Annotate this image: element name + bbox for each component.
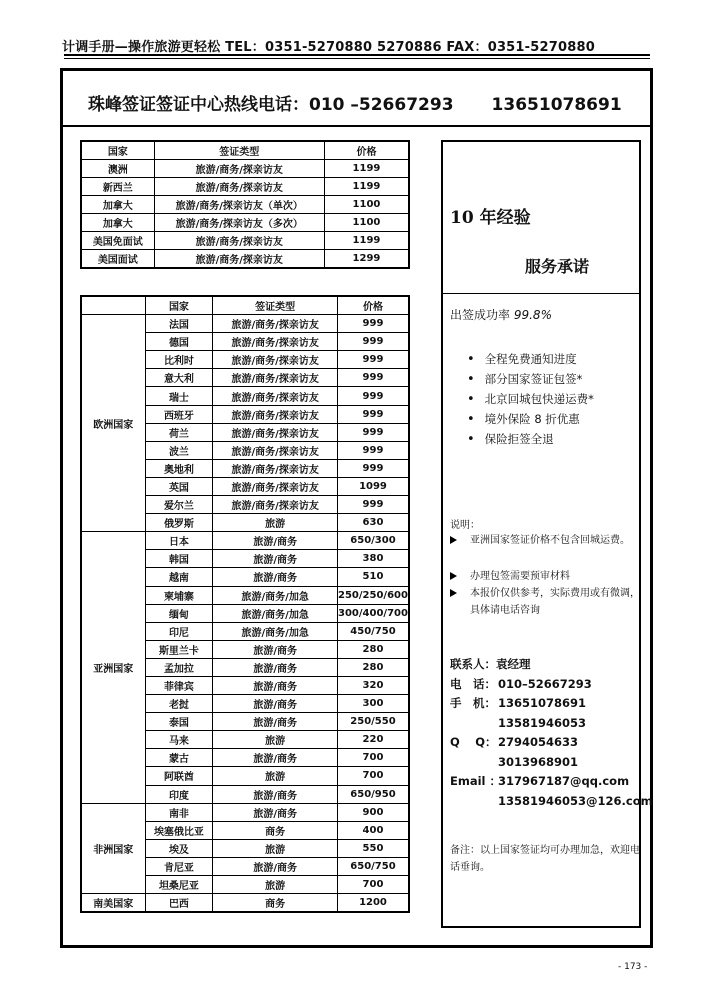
cell-price: 1199 <box>324 178 409 196</box>
cell-price: 700 <box>337 876 409 894</box>
cell-visa-type: 旅游/商务 <box>213 857 338 875</box>
cell-price: 650/750 <box>337 857 409 875</box>
cell-visa-type: 旅游/商务/探亲访友 <box>154 250 324 269</box>
cell-visa-type: 旅游/商务/加急 <box>213 604 338 622</box>
tel-value[interactable]: 010–52667293 <box>498 676 592 691</box>
cell-price: 1099 <box>337 477 409 495</box>
cell-visa-type: 旅游/商务/探亲访友 <box>154 160 324 178</box>
cell-country: 加拿大 <box>81 196 154 214</box>
region-cell: 非洲国家 <box>81 803 145 893</box>
cell-price: 999 <box>337 496 409 514</box>
col-price: 价格 <box>324 141 409 160</box>
cell-visa-type: 旅游/商务/探亲访友 <box>213 351 338 369</box>
cell-price: 999 <box>337 351 409 369</box>
cell-visa-type: 旅游/商务/探亲访友 <box>213 405 338 423</box>
cell-price: 250/550 <box>337 713 409 731</box>
mobile-value[interactable]: 13651078691 <box>498 696 587 710</box>
cell-price: 999 <box>337 423 409 441</box>
contact-block <box>450 655 653 811</box>
note-item <box>450 568 640 585</box>
cell-country: 蒙古 <box>145 749 213 767</box>
table-row <box>81 315 409 333</box>
cell-visa-type: 旅游/商务 <box>213 640 338 658</box>
cell-country: 新西兰 <box>81 178 154 196</box>
contact-person-label: 联系人： <box>450 657 496 671</box>
cell-country: 越南 <box>145 568 213 586</box>
cell-price: 380 <box>337 550 409 568</box>
cell-price: 220 <box>337 731 409 749</box>
cell-country: 法国 <box>145 315 213 333</box>
cell-price: 650/950 <box>337 785 409 803</box>
cell-country: 美国免面试 <box>81 232 154 250</box>
table-header-row <box>81 296 409 315</box>
table-row <box>81 803 409 821</box>
cell-country: 菲律宾 <box>145 676 213 694</box>
cell-price: 1200 <box>337 894 409 913</box>
cell-visa-type: 旅游/商务 <box>213 803 338 821</box>
region-cell: 亚洲国家 <box>81 532 145 803</box>
cell-country: 缅甸 <box>145 604 213 622</box>
promise-heading: 服务承诺 <box>525 257 590 276</box>
contact-qq <box>450 733 653 753</box>
header-rule-thin <box>64 58 650 59</box>
col-visa-type: 签证类型 <box>154 141 324 160</box>
service-item: • 全程免费通知进度 <box>467 349 594 369</box>
cell-visa-type: 旅游/商务/探亲访友 <box>213 477 338 495</box>
cell-visa-type: 旅游/商务 <box>213 785 338 803</box>
cell-visa-type: 旅游/商务/加急 <box>213 586 338 604</box>
cell-visa-type: 旅游/商务/探亲访友 <box>213 496 338 514</box>
cell-visa-type: 旅游/商务/探亲访友 <box>213 459 338 477</box>
notes-list <box>450 532 640 621</box>
cell-visa-type: 旅游/商务 <box>213 658 338 676</box>
cell-price: 999 <box>337 387 409 405</box>
visa-table-major <box>80 140 410 269</box>
cell-price: 1100 <box>324 196 409 214</box>
cell-country: 奥地利 <box>145 459 213 477</box>
table-row <box>81 232 409 250</box>
cell-country: 印尼 <box>145 622 213 640</box>
cell-country: 斯里兰卡 <box>145 640 213 658</box>
cell-price: 280 <box>337 640 409 658</box>
notes-title: 说明： <box>450 520 480 531</box>
cell-country: 肯尼亚 <box>145 857 213 875</box>
visa-table-body <box>81 296 409 912</box>
page-number: - 173 - <box>618 962 648 972</box>
cell-visa-type: 旅游/商务/加急 <box>213 622 338 640</box>
cell-price: 999 <box>337 405 409 423</box>
cell-visa-type: 旅游/商务/探亲访友 <box>213 423 338 441</box>
cell-country: 德国 <box>145 333 213 351</box>
cell-visa-type: 旅游/商务 <box>213 713 338 731</box>
cell-price: 1299 <box>324 250 409 269</box>
email-label: Email ： <box>450 774 501 788</box>
service-list <box>467 349 594 449</box>
cell-country: 印度 <box>145 785 213 803</box>
cell-country: 孟加拉 <box>145 658 213 676</box>
page-header: 计调手册—操作旅游更轻松 TEL：0351-5270880 5270886 FAX：0351-5270880 <box>62 40 595 55</box>
cell-country: 老挝 <box>145 695 213 713</box>
cell-price: 510 <box>337 568 409 586</box>
cell-price: 700 <box>337 767 409 785</box>
qq-label: Q Q： <box>450 735 497 749</box>
cell-price: 550 <box>337 839 409 857</box>
panel-divider <box>441 293 641 294</box>
cell-price: 1100 <box>324 214 409 232</box>
mobile-label: 手 机： <box>450 696 496 710</box>
cell-visa-type: 旅游/商务/探亲访友 <box>154 178 324 196</box>
table-row <box>81 178 409 196</box>
note-text: 亚洲国家签证价格不包含回城运费。 <box>470 535 630 546</box>
cell-price: 400 <box>337 821 409 839</box>
arrow-bullet-icon <box>450 589 457 597</box>
cell-visa-type: 旅游/商务 <box>213 532 338 550</box>
cell-visa-type: 旅游 <box>213 767 338 785</box>
contact-qq-2 <box>450 753 653 773</box>
cell-country: 马来 <box>145 731 213 749</box>
email-link[interactable]: 317967187@qq.com <box>498 774 630 788</box>
cell-price: 1199 <box>324 160 409 178</box>
cell-price: 999 <box>337 333 409 351</box>
contact-mobile <box>450 694 653 714</box>
table-header-row <box>81 141 409 160</box>
service-item: • 部分国家签证包签* <box>467 369 594 389</box>
table-row <box>81 250 409 269</box>
qq-value[interactable]: 3013968901 <box>498 754 579 769</box>
note-item <box>450 532 640 568</box>
cell-visa-type: 旅游/商务/探亲访友 <box>154 232 324 250</box>
service-item: • 保险拒签全退 <box>467 429 594 449</box>
cell-country: 西班牙 <box>145 405 213 423</box>
header-rule <box>64 54 650 56</box>
cell-country: 坦桑尼亚 <box>145 876 213 894</box>
cell-visa-type: 旅游/商务/探亲访友 <box>213 315 338 333</box>
cell-country: 澳洲 <box>81 160 154 178</box>
cell-visa-type: 旅游/商务 <box>213 550 338 568</box>
note-text: 办理包签需要预审材料 <box>470 571 570 582</box>
cell-country: 巴西 <box>145 894 213 913</box>
tel-label: 电 话： <box>450 676 496 691</box>
cell-price: 630 <box>337 514 409 532</box>
hotline-label: 珠峰签证签证中心热线电话：010 –52667293 <box>88 95 454 115</box>
hotline-rule <box>62 125 652 127</box>
cell-visa-type: 旅游/商务/探亲访友 <box>213 369 338 387</box>
cell-visa-type: 旅游 <box>213 839 338 857</box>
cell-price: 300 <box>337 695 409 713</box>
cell-country: 南非 <box>145 803 213 821</box>
region-cell: 南美国家 <box>81 894 145 913</box>
cell-price: 300/400/700 <box>337 604 409 622</box>
region-cell: 欧洲国家 <box>81 315 145 532</box>
cell-visa-type: 旅游/商务/探亲访友 <box>213 441 338 459</box>
cell-country: 比利时 <box>145 351 213 369</box>
cell-visa-type: 旅游/商务 <box>213 676 338 694</box>
contact-tel <box>450 675 653 695</box>
note-item <box>450 585 640 621</box>
cell-visa-type: 旅游/商务/探亲访友（多次） <box>154 214 324 232</box>
arrow-bullet-icon <box>450 536 457 544</box>
cell-country: 意大利 <box>145 369 213 387</box>
cell-visa-type: 旅游/商务/探亲访友 <box>213 333 338 351</box>
cell-country: 英国 <box>145 477 213 495</box>
visa-table-regions <box>80 295 410 913</box>
hotline-title <box>62 90 652 115</box>
cell-country: 美国面试 <box>81 250 154 269</box>
cell-price: 650/300 <box>337 532 409 550</box>
experience-heading: 10 年经验 <box>450 208 531 228</box>
arrow-bullet-icon <box>450 572 457 580</box>
cell-visa-type: 旅游 <box>213 514 338 532</box>
success-rate <box>450 306 552 323</box>
col-country: 国家 <box>81 141 154 160</box>
qq-value[interactable]: 2794054633 <box>498 735 579 749</box>
cell-country: 俄罗斯 <box>145 514 213 532</box>
cell-price: 999 <box>337 315 409 333</box>
cell-price: 250/250/600 <box>337 586 409 604</box>
cell-price: 450/750 <box>337 622 409 640</box>
cell-country: 柬埔寨 <box>145 586 213 604</box>
cell-country: 荷兰 <box>145 423 213 441</box>
cell-country: 泰国 <box>145 713 213 731</box>
table-row <box>81 894 409 913</box>
email-link[interactable]: 13581946053@126.com <box>498 793 653 808</box>
col-country: 国家 <box>145 296 213 315</box>
cell-price: 999 <box>337 441 409 459</box>
cell-price: 280 <box>337 658 409 676</box>
cell-country: 埃及 <box>145 839 213 857</box>
cell-price: 1199 <box>324 232 409 250</box>
cell-price: 700 <box>337 749 409 767</box>
cell-price: 900 <box>337 803 409 821</box>
cell-visa-type: 旅游/商务 <box>213 695 338 713</box>
table-row <box>81 214 409 232</box>
cell-price: 320 <box>337 676 409 694</box>
remark-text: 备注：以上国家签证均可办理加急，欢迎电话垂询。 <box>450 845 640 873</box>
cell-visa-type: 旅游 <box>213 876 338 894</box>
cell-country: 爱尔兰 <box>145 496 213 514</box>
service-item: • 北京回城包快递运费* <box>467 389 594 409</box>
cell-country: 韩国 <box>145 550 213 568</box>
cell-price: 999 <box>337 369 409 387</box>
success-rate-value: 99.8% <box>513 308 552 322</box>
cell-visa-type: 旅游/商务 <box>213 749 338 767</box>
cell-visa-type: 旅游/商务/探亲访友 <box>213 387 338 405</box>
cell-country: 日本 <box>145 532 213 550</box>
cell-price: 999 <box>337 459 409 477</box>
table-row <box>81 160 409 178</box>
contact-person-name: 袁经理 <box>496 657 531 671</box>
contact-person <box>450 655 653 675</box>
note-text: 本报价仅供参考，实际费用或有微调，具体请电话咨询 <box>470 588 640 616</box>
cell-country: 瑞士 <box>145 387 213 405</box>
region-header-blank <box>81 296 145 315</box>
cell-visa-type: 旅游/商务/探亲访友（单次） <box>154 196 324 214</box>
cell-country: 埃塞俄比亚 <box>145 821 213 839</box>
contact-mobile-2 <box>450 714 653 734</box>
table-row <box>81 532 409 550</box>
cell-country: 阿联酋 <box>145 767 213 785</box>
table-row <box>81 196 409 214</box>
cell-visa-type: 商务 <box>213 894 338 913</box>
mobile-value[interactable]: 13581946053 <box>498 715 587 730</box>
cell-visa-type: 商务 <box>213 821 338 839</box>
col-price: 价格 <box>337 296 409 315</box>
contact-email-2 <box>450 792 653 812</box>
col-visa-type: 签证类型 <box>213 296 338 315</box>
hotline-mobile: 13651078691 <box>491 95 622 115</box>
success-rate-label: 出签成功率 <box>450 308 511 322</box>
contact-email <box>450 772 653 792</box>
cell-visa-type: 旅游/商务 <box>213 568 338 586</box>
service-item: • 境外保险 8 折优惠 <box>467 409 594 429</box>
cell-country: 波兰 <box>145 441 213 459</box>
cell-visa-type: 旅游 <box>213 731 338 749</box>
cell-country: 加拿大 <box>81 214 154 232</box>
